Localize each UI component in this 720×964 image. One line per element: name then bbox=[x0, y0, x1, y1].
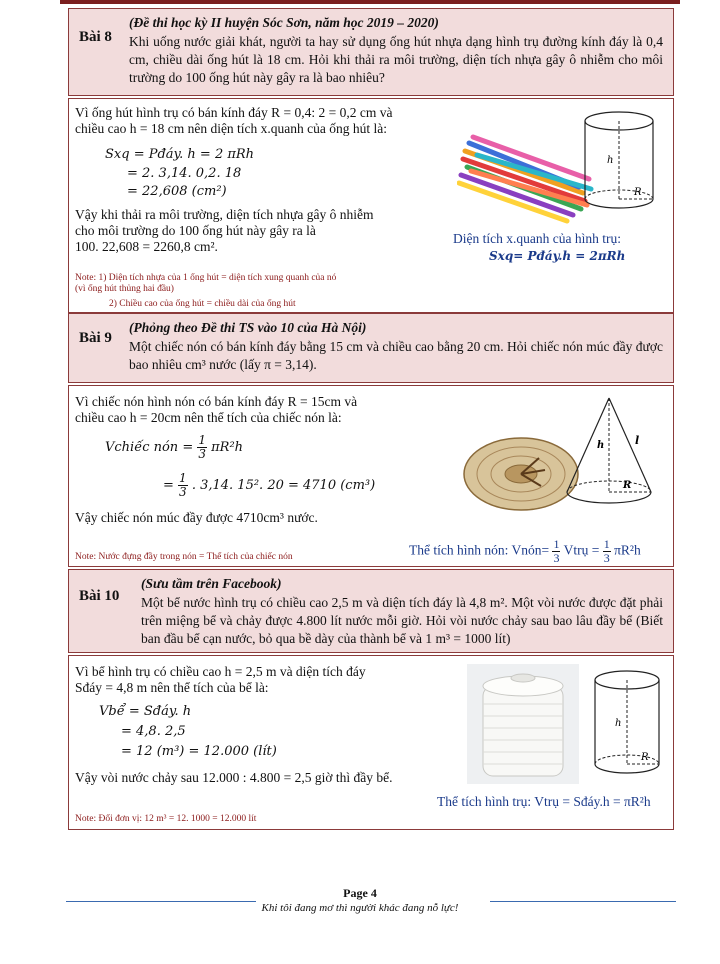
label-h: h bbox=[597, 440, 605, 451]
sol9-math-1 bbox=[105, 434, 243, 461]
sol9-math-1-right: πR²h bbox=[211, 440, 244, 455]
sol9-math-2-right: . 3,14. 15². 20 = 4710 (cm³) bbox=[191, 478, 376, 493]
sol8-conclusion-1: Vậy khi thải ra môi trường, diện tích nhựa gây ô nhiễm bbox=[75, 207, 374, 222]
water-tank-image bbox=[467, 664, 579, 784]
problem-10-box bbox=[68, 569, 674, 653]
sol9-fraction-2: $\frac{1}{3}$ bbox=[179, 471, 187, 499]
sol8-conclusion-2: cho môi trường do 100 ống hút này gây ra là bbox=[75, 223, 316, 238]
sol10-note: Note: Đổi đơn vị: 12 m³ = 12. 1000 = 12.000 lít bbox=[75, 814, 257, 824]
sol9-fraction-1: $\frac{1}{3}$ bbox=[198, 433, 206, 461]
label-h: h bbox=[615, 718, 622, 729]
label-R: R bbox=[641, 752, 649, 763]
footer-motto: Khi tôi đang mơ thì người khác đang nỗ lực! bbox=[261, 902, 459, 914]
sol10-conclusion: Vậy vòi nước chảy sau 12.000 : 4.800 = 2,5 giờ thì đầy bể. bbox=[75, 770, 393, 785]
problem-10-source: (Sưu tầm trên Facebook) bbox=[141, 576, 282, 591]
sol9-note: Note: Nước đựng đầy trong nón = Thể tích của chiếc nón bbox=[75, 552, 293, 562]
sol8-math-1: Sxq = Pđáy. h = 2 πRh bbox=[105, 147, 255, 162]
sol9-math-2-left: = bbox=[163, 478, 174, 493]
problem-9-text: Một chiếc nón có bán kính đáy bằng 15 cm và chiều cao bằng 20 cm. Hỏi chiếc nón múc đầy được bao nhiêu cm³ nước (lấy π = 3,14). bbox=[129, 339, 663, 372]
sol8-note-3: 2) Chiều cao của ống hút = chiều dài của ống hút bbox=[109, 299, 296, 309]
label-R: R bbox=[634, 187, 642, 198]
cylinder-caption-8: Diện tích x.quanh của hình trụ: bbox=[453, 231, 621, 246]
sol10-math-1: Vbể = Sđáy. h bbox=[99, 704, 192, 719]
cylinder-diagram-8 bbox=[574, 105, 664, 215]
label-R: R bbox=[623, 480, 632, 491]
problem-9-box bbox=[68, 313, 674, 383]
sol8-line-2: chiều cao h = 18 cm nên diện tích x.quanh của ống hút là: bbox=[75, 121, 388, 136]
sol10-line-1: Vì bể hình trụ có chiều cao h = 2,5 m và diện tích đáy bbox=[75, 664, 366, 679]
sol9-line-1: Vì chiếc nón hình nón có bán kính đáy R = 15cm và bbox=[75, 394, 358, 409]
sol10-math-3: = 12 (m³) = 12.000 (lít) bbox=[121, 744, 277, 759]
solution-8-box bbox=[68, 98, 674, 313]
problem-10-text: Một bể nước hình trụ có chiều cao 2,5 m và diện tích đáy là 4,8 m². Một vòi nước được đặt phải trên miệng bể và chảy được 4.800 lít nước mỗi giờ. Hỏi vòi nước chảy sau bao lâu đầy bể (Biết ban đầu bể cạn nước, bỏ qua bề dày của thành bể và 1 m³ = 1000 lít) bbox=[141, 595, 663, 646]
sol8-math-2: = 2. 3,14. 0,2. 18 bbox=[127, 166, 242, 181]
cylinder-formula-8: Sxq= Pđáy.h = 2πRh bbox=[489, 249, 626, 263]
tank-formula: Thể tích hình trụ: Vtrụ = Sđáy.h = πR²h bbox=[437, 794, 651, 809]
problem-8-text: Khi uống nước giải khát, người ta hay sử dụng ống hút nhựa dạng hình trụ đường kính đáy là 0,4 cm, chiều dài ống hút là 18 cm. Hỏi khi thải ra môi trường, diện tích nhựa gây ô nhiễm cho môi trường do 100 ống hút này gây ra là bao nhiêu? bbox=[129, 34, 663, 85]
top-border bbox=[60, 0, 680, 4]
cone-fraction-2: $\frac{1}{3}$ bbox=[603, 537, 610, 565]
sol9-math-1-left: Vchiếc nón = bbox=[105, 440, 194, 455]
cone-formula-right: πR²h bbox=[614, 542, 641, 558]
cylinder-diagram-10 bbox=[585, 664, 669, 784]
cone-formula-mid: Vtrụ = bbox=[563, 542, 600, 558]
cone-formula-left: Thể tích hình nón: Vnón= bbox=[409, 542, 550, 558]
sol8-math-3: = 22,608 (cm²) bbox=[127, 184, 227, 199]
label-h: h bbox=[607, 155, 614, 166]
problem-9-number: Bài 9 bbox=[79, 330, 112, 346]
page-number: Page 4 bbox=[343, 886, 377, 900]
sol8-note-2: (vì ống hút thủng hai đầu) bbox=[75, 284, 174, 294]
sol9-math-2 bbox=[163, 472, 375, 499]
problem-8-number: Bài 8 bbox=[79, 29, 112, 45]
problem-8-box bbox=[68, 8, 674, 96]
sol8-note-1: Note: 1) Diện tích nhựa của 1 ống hút = diện tích xung quanh của nó bbox=[75, 273, 337, 283]
sol10-line-2: Sđáy = 4,8 m nên thể tích của bể là: bbox=[75, 680, 269, 695]
cone-diagram bbox=[559, 394, 659, 516]
cone-fraction-1: $\frac{1}{3}$ bbox=[553, 537, 560, 565]
sol9-line-2: chiều cao h = 20cm nên thể tích của chiếc nón là: bbox=[75, 410, 342, 425]
sol8-conclusion-3: 100. 22,608 = 2260,8 cm². bbox=[75, 239, 218, 254]
problem-8-source: (Đề thi học kỳ II huyện Sóc Sơn, năm học 2019 – 2020) bbox=[129, 15, 439, 30]
sol9-conclusion: Vậy chiếc nón múc đầy được 4710cm³ nước. bbox=[75, 510, 318, 525]
solution-9-box bbox=[68, 385, 674, 567]
cone-formula bbox=[409, 538, 641, 565]
problem-10-number: Bài 10 bbox=[79, 588, 120, 604]
label-l: l bbox=[635, 434, 640, 447]
sol8-line-1: Vì ống hút hình trụ có bán kính đáy R = 0,4: 2 = 0,2 cm và bbox=[75, 105, 393, 120]
solution-10-box bbox=[68, 655, 674, 830]
problem-9-source: (Phỏng theo Đề thi TS vào 10 của Hà Nội) bbox=[129, 320, 367, 335]
sol10-math-2: = 4,8. 2,5 bbox=[121, 724, 186, 739]
